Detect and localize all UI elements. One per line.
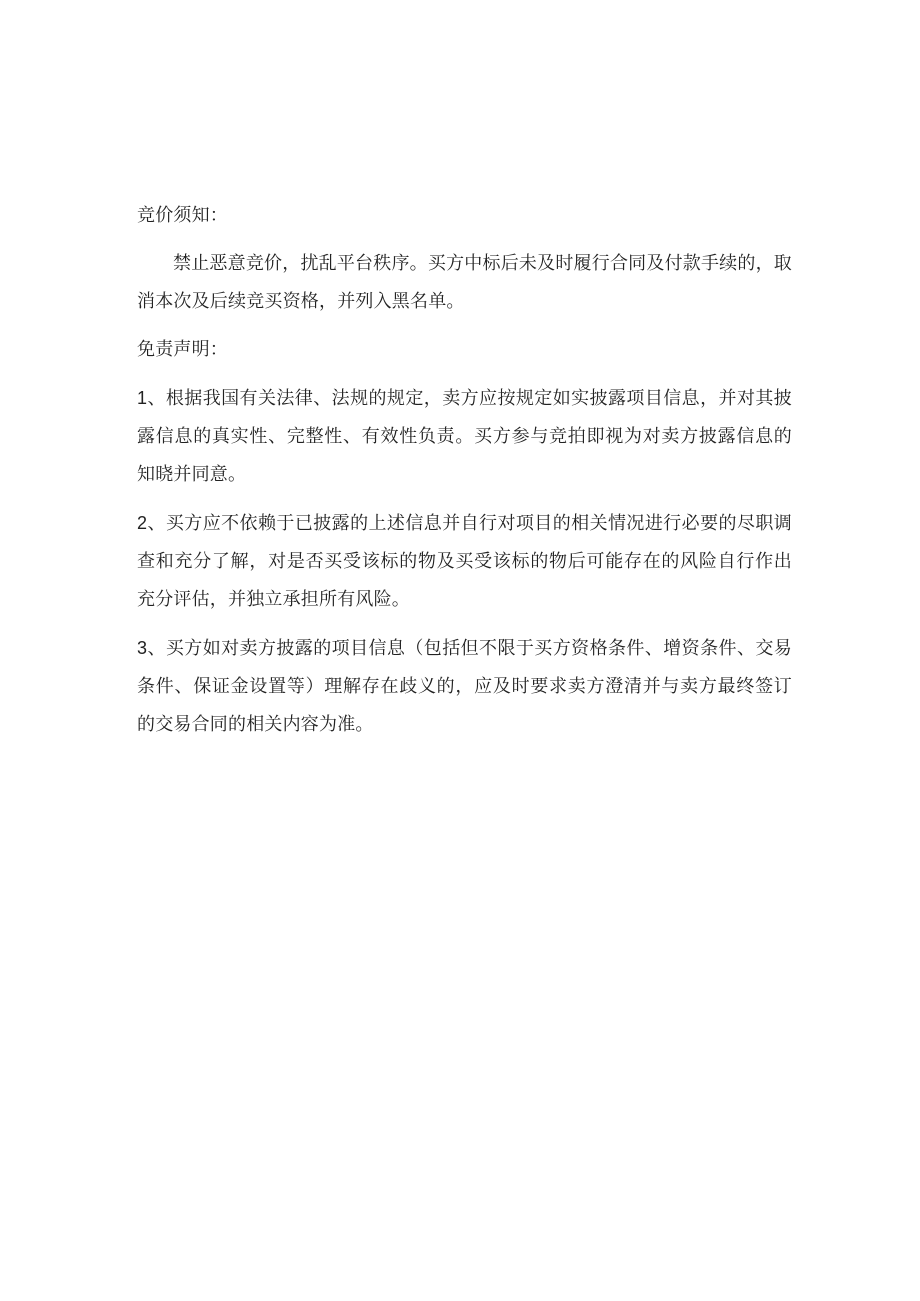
disclaimer-item-text: 、买方应不依赖于已披露的上述信息并自行对项目的相关情况进行必要的尽职调查和充分了解，对是否买受该标的物及买受该标的物后可能存在的风险自行作出充分评估，并独立承担所有风险。: [137, 513, 792, 610]
bidding-notice-body: 禁止恶意竞价，扰乱平台秩序。买方中标后未及时履行合同及付款手续的，取消本次及后续竞买资格，并列入黑名单。: [137, 253, 792, 312]
disclaimer-item-3: [137, 629, 792, 744]
disclaimer-item-number: 3: [137, 638, 148, 658]
disclaimer-item-2: [137, 504, 792, 619]
disclaimer-item-number: 1: [137, 388, 148, 408]
document-content: [137, 197, 792, 744]
disclaimer-item-number: 2: [137, 513, 148, 533]
disclaimer-item-text: 、根据我国有关法律、法规的规定，卖方应按规定如实披露项目信息，并对其披露信息的真实性、完整性、有效性负责。买方参与竞拍即视为对卖方披露信息的知晓并同意。: [137, 388, 792, 485]
disclaimer-heading: 免责声明：: [137, 339, 228, 360]
bidding-notice-heading: 竞价须知：: [137, 205, 228, 226]
disclaimer-item-1: [137, 379, 792, 494]
disclaimer-item-text: 、买方如对卖方披露的项目信息（包括但不限于买方资格条件、增资条件、交易条件、保证金设置等）理解存在歧义的，应及时要求卖方澄清并与卖方最终签订的交易合同的相关内容为准。: [137, 638, 792, 735]
